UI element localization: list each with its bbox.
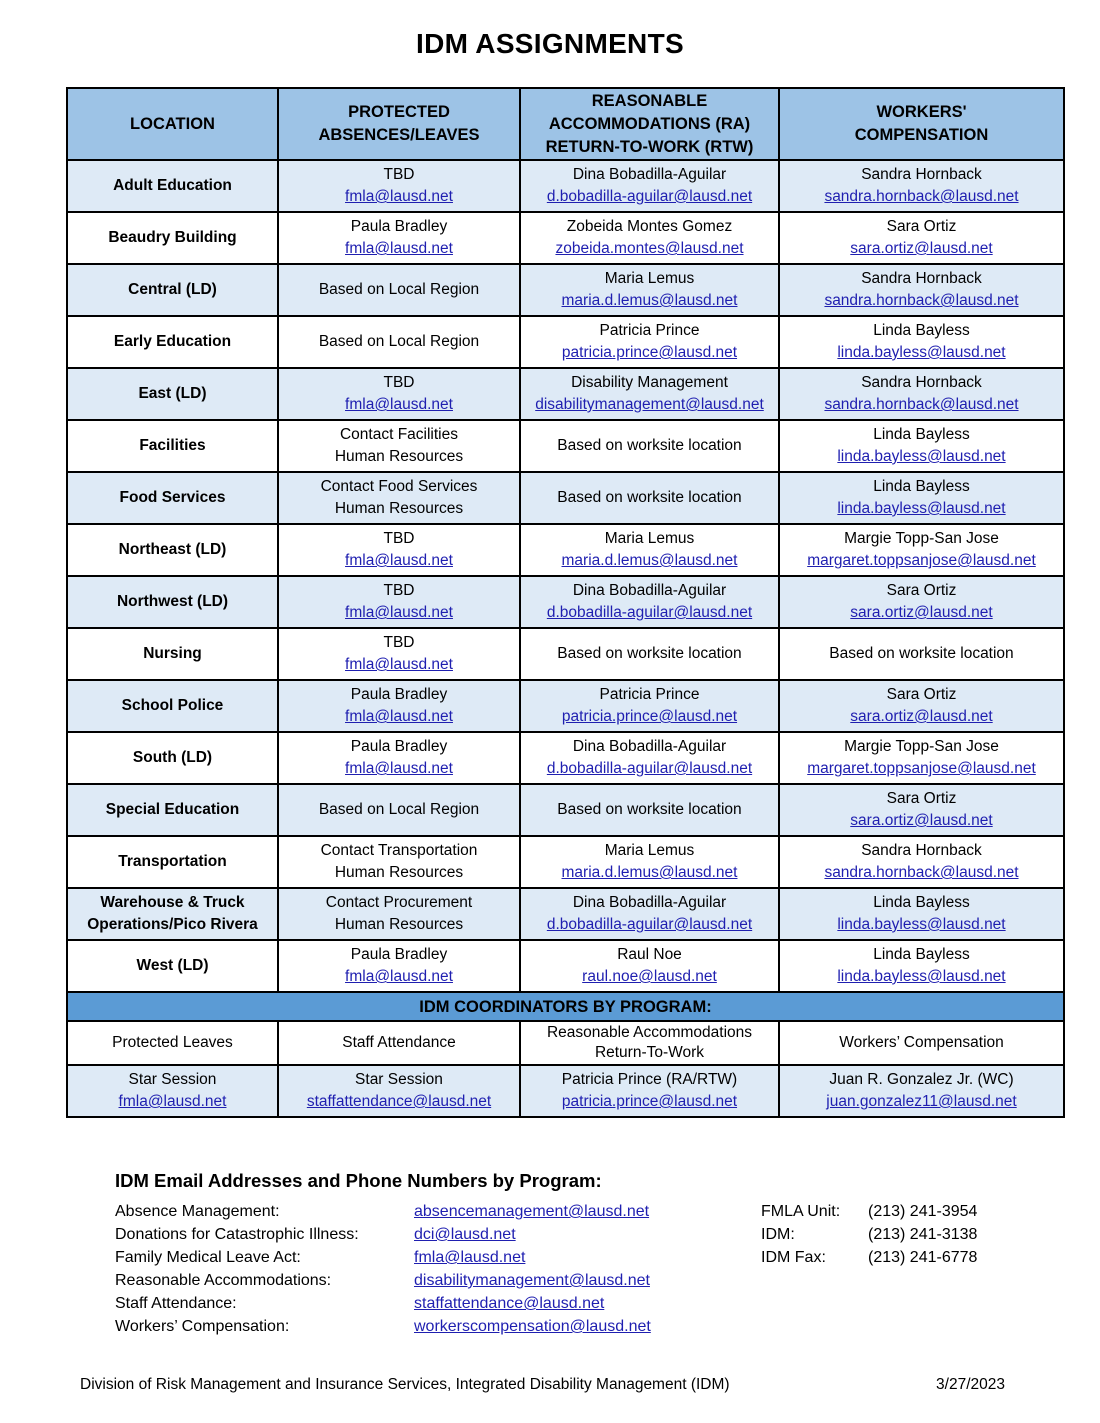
ra-cell [520,160,779,212]
protected-cell [278,576,520,628]
location-cell [67,472,278,524]
coordinators-header-row [67,992,1064,1021]
header-ra: REASONABLE ACCOMMODATIONS (RA) RETURN-TO-WORK (RTW) [520,88,779,160]
location-cell [67,420,278,472]
email-link[interactable]: d.bobadilla-aguilar@lausd.net [546,188,753,205]
cell-text: Human Resources [334,448,464,465]
cell-text: Linda Bayless [873,894,970,911]
email-link[interactable]: sandra.hornback@lausd.net [824,864,1019,881]
ra-cell [520,888,779,940]
cell-text: Human Resources [334,500,464,517]
phone-label: IDM: [761,1226,795,1243]
program-label: Family Medical Leave Act: [115,1249,301,1266]
location-cell [67,368,278,420]
wc-cell [779,420,1064,472]
table-row [67,680,1064,732]
table-row [67,368,1064,420]
ra-cell [520,576,779,628]
cell-text: Linda Bayless [873,426,970,443]
table-row [67,472,1064,524]
coordinator-cell: Patricia Prince (RA/RTW) patricia.prince@lausd.net [520,1065,779,1117]
email-link[interactable]: fmla@lausd.net [345,968,453,985]
protected-cell [278,160,520,212]
email-link[interactable]: linda.bayless@lausd.net [837,968,1006,985]
email-link[interactable]: disabilitymanagement@lausd.net [414,1272,650,1289]
cell-text: Based on worksite location [557,437,742,454]
cell-text: Sandra Hornback [861,166,982,183]
program-label: Donations for Catastrophic Illness: [115,1226,359,1243]
cell-text: Disability Management [571,374,728,391]
table-row [67,316,1064,368]
ra-cell [520,836,779,888]
cell-text: Sara Ortiz [886,218,957,235]
protected-cell [278,888,520,940]
location-cell [67,732,278,784]
email-link[interactable]: raul.noe@lausd.net [582,968,717,985]
email-link[interactable]: maria.d.lemus@lausd.net [561,552,738,569]
cell-text: Based on Local Region [318,801,480,818]
cell-text: Based on Local Region [318,333,480,350]
ra-cell [520,316,779,368]
email-link[interactable]: sara.ortiz@lausd.net [850,240,993,257]
email-link[interactable]: linda.bayless@lausd.net [837,344,1006,361]
cell-text: Adult Education [113,177,232,194]
cell-text: Margie Topp-San Jose [844,530,999,547]
location-cell [67,524,278,576]
wc-cell [779,368,1064,420]
ra-cell [520,264,779,316]
table-header-row [67,88,1064,160]
cell-text: Dina Bobadilla-Aguilar [572,166,727,183]
email-link[interactable]: sara.ortiz@lausd.net [850,812,993,829]
program-cell: Protected Leaves [67,1021,278,1065]
protected-cell [278,628,520,680]
cell-text: Maria Lemus [604,842,695,859]
table-row [67,836,1064,888]
cell-text: Patricia Prince [599,686,700,703]
wc-cell [779,212,1064,264]
program-email-row [115,1315,755,1338]
wc-cell [779,472,1064,524]
email-link[interactable]: fmla@lausd.net [345,396,453,413]
program-email-row [115,1200,755,1223]
program-email-row [115,1246,755,1269]
protected-cell [278,940,520,992]
phone-row [761,1200,1021,1223]
protected-cell [278,836,520,888]
email-link[interactable]: maria.d.lemus@lausd.net [561,292,738,309]
wc-cell [779,680,1064,732]
header-location: LOCATION [67,88,278,160]
cell-text: Human Resources [334,916,464,933]
cell-text: Sara Ortiz [886,686,957,703]
cell-text: Maria Lemus [604,270,695,287]
email-link[interactable]: d.bobadilla-aguilar@lausd.net [546,916,753,933]
ra-cell [520,732,779,784]
ra-cell [520,680,779,732]
email-link[interactable]: linda.bayless@lausd.net [837,500,1006,517]
email-link[interactable]: fmla@lausd.net [345,552,453,569]
header-protected: PROTECTED ABSENCES/LEAVES [278,88,520,160]
assignments-table [66,87,1065,1118]
email-link[interactable]: margaret.toppsanjose@lausd.net [807,552,1036,569]
email-link[interactable]: fmla@lausd.net [345,760,453,777]
email-link[interactable]: disabilitymanagement@lausd.net [535,396,764,413]
coordinator-cell: Star Session fmla@lausd.net [67,1065,278,1117]
program-email-list [115,1200,755,1338]
cell-text: South (LD) [132,749,213,766]
cell-text: Sandra Hornback [861,374,982,391]
cell-text: TBD [383,582,415,599]
protected-cell [278,368,520,420]
wc-cell [779,888,1064,940]
ra-cell [520,524,779,576]
location-cell [67,940,278,992]
cell-text: Nursing [143,645,202,662]
wc-cell [779,940,1064,992]
cell-text: Sandra Hornback [861,842,982,859]
email-link[interactable]: staffattendance@lausd.net [306,1093,492,1110]
location-cell [67,836,278,888]
cell-text: Based on Local Region [318,281,480,298]
program-cell: Staff Attendance [278,1021,520,1065]
cell-text: TBD [383,166,415,183]
phone-number: (213) 241-6778 [868,1249,978,1266]
cell-text: Transportation [118,853,227,870]
email-link[interactable]: fmla@lausd.net [345,604,453,621]
table-row [67,524,1064,576]
cell-text: Paula Bradley [350,738,448,755]
cell-text: Based on worksite location [557,489,742,506]
program-label: Workers’ Compensation: [115,1318,290,1335]
cell-text: Northeast (LD) [118,541,227,558]
email-link[interactable]: fmla@lausd.net [345,188,453,205]
cell-text: Margie Topp-San Jose [844,738,999,755]
email-link[interactable]: fmla@lausd.net [414,1249,526,1266]
program-email-row [115,1292,755,1315]
phone-number: (213) 241-3138 [868,1226,978,1243]
email-link[interactable]: staffattendance@lausd.net [414,1295,605,1312]
phone-row [761,1246,1021,1269]
phone-row [761,1223,1021,1246]
email-link[interactable]: patricia.prince@lausd.net [561,344,738,361]
wc-cell [779,628,1064,680]
cell-text: Linda Bayless [873,478,970,495]
program-label: Reasonable Accommodations: [115,1272,332,1289]
cell-text: Special Education [105,801,240,818]
coordinator-programs-row [67,1021,1064,1065]
email-link[interactable]: sandra.hornback@lausd.net [824,396,1019,413]
wc-cell [779,836,1064,888]
email-link[interactable]: patricia.prince@lausd.net [561,1093,738,1110]
wc-cell [779,316,1064,368]
location-cell [67,784,278,836]
cell-text: Contact Transportation [320,842,478,859]
cell-text: Contact Procurement [325,894,473,911]
protected-cell [278,732,520,784]
cell-text: Maria Lemus [604,530,695,547]
coordinators-header: IDM COORDINATORS BY PROGRAM: [67,992,1064,1021]
cell-text: Paula Bradley [350,946,448,963]
cell-text: TBD [383,634,415,651]
program-cell: Workers’ Compensation [779,1021,1064,1065]
cell-text: Based on worksite location [829,645,1014,662]
cell-text: Food Services [119,489,226,506]
cell-text: Human Resources [334,864,464,881]
program-label: Staff Attendance: [115,1295,237,1312]
table-row [67,732,1064,784]
protected-cell [278,420,520,472]
location-cell [67,576,278,628]
ra-cell [520,212,779,264]
cell-text: Dina Bobadilla-Aguilar [572,582,727,599]
email-link[interactable]: d.bobadilla-aguilar@lausd.net [546,604,753,621]
program-label: Absence Management: [115,1203,280,1220]
cell-text: TBD [383,530,415,547]
cell-text: Paula Bradley [350,218,448,235]
email-link[interactable]: fmla@lausd.net [118,1093,227,1110]
cell-text: Early Education [113,333,232,350]
cell-text: Linda Bayless [873,946,970,963]
protected-cell [278,212,520,264]
wc-cell [779,784,1064,836]
cell-text: Paula Bradley [350,686,448,703]
cell-text: Contact Facilities [339,426,458,443]
table-row [67,420,1064,472]
program-email-row [115,1269,755,1292]
email-link[interactable]: dci@lausd.net [414,1226,516,1243]
ra-cell [520,420,779,472]
cell-text: Northwest (LD) [116,593,229,610]
email-link[interactable]: d.bobadilla-aguilar@lausd.net [546,760,753,777]
cell-text: Based on worksite location [557,645,742,662]
cell-text: Sara Ortiz [886,790,957,807]
table-row [67,940,1064,992]
location-cell [67,316,278,368]
protected-cell [278,784,520,836]
email-link[interactable]: absencemanagement@lausd.net [414,1203,650,1220]
email-link[interactable]: fmla@lausd.net [345,656,453,673]
email-link[interactable]: patricia.prince@lausd.net [561,708,738,725]
protected-cell [278,316,520,368]
phone-label: FMLA Unit: [761,1203,841,1220]
cell-text: Raul Noe [617,946,682,963]
cell-text: School Police [121,697,224,714]
ra-cell [520,368,779,420]
email-link[interactable]: maria.d.lemus@lausd.net [561,864,738,881]
email-link[interactable]: sara.ortiz@lausd.net [850,604,993,621]
cell-text: Facilities [139,437,206,454]
coordinator-cell: Star Session staffattendance@lausd.net [278,1065,520,1117]
table-row [67,212,1064,264]
cell-text: Based on worksite location [557,801,742,818]
header-wc: WORKERS' COMPENSATION [779,88,1064,160]
cell-text: Warehouse & Truck [100,894,245,911]
wc-cell [779,524,1064,576]
cell-text: West (LD) [136,957,209,974]
cell-text: Central (LD) [128,281,217,298]
protected-cell [278,472,520,524]
phone-number: (213) 241-3954 [868,1203,978,1220]
cell-text: East (LD) [138,385,207,402]
cell-text: Beaudry Building [108,229,237,246]
protected-cell [278,264,520,316]
email-link[interactable]: linda.bayless@lausd.net [837,448,1006,465]
wc-cell [779,576,1064,628]
cell-text: Dina Bobadilla-Aguilar [572,738,727,755]
email-link[interactable]: juan.gonzalez11@lausd.net [826,1093,1017,1110]
table-row [67,264,1064,316]
cell-text: Sandra Hornback [861,270,982,287]
cell-text: Operations/Pico Rivera [87,916,258,933]
ra-cell [520,628,779,680]
cell-text: Zobeida Montes Gomez [566,218,733,235]
cell-text: Patricia Prince [599,322,700,339]
location-cell [67,628,278,680]
cell-text: TBD [383,374,415,391]
table-row [67,784,1064,836]
protected-cell [278,680,520,732]
email-link[interactable]: fmla@lausd.net [345,708,453,725]
email-link[interactable]: sandra.hornback@lausd.net [824,292,1019,309]
email-link[interactable]: fmla@lausd.net [345,240,453,257]
location-cell [67,888,278,940]
cell-text: Dina Bobadilla-Aguilar [572,894,727,911]
cell-text: Sara Ortiz [886,582,957,599]
protected-cell [278,524,520,576]
phone-list [761,1200,1021,1269]
program-cell: Reasonable Accommodations Return-To-Work [520,1021,779,1065]
location-cell [67,212,278,264]
footer-date: 3/27/2023 [936,1376,1005,1393]
location-cell [67,264,278,316]
coordinator-contacts-row [67,1065,1064,1117]
coordinator-cell: Juan R. Gonzalez Jr. (WC) juan.gonzalez11@lausd.net [779,1065,1064,1117]
table-row [67,888,1064,940]
table-row [67,160,1064,212]
ra-cell [520,940,779,992]
email-link[interactable]: zobeida.montes@lausd.net [555,240,744,257]
location-cell [67,680,278,732]
cell-text: Contact Food Services [320,478,478,495]
cell-text: Linda Bayless [873,322,970,339]
program-email-row [115,1223,755,1246]
table-row [67,576,1064,628]
email-link[interactable]: linda.bayless@lausd.net [837,916,1006,933]
wc-cell [779,264,1064,316]
footer-division: Division of Risk Management and Insurance Services, Integrated Disability Management (IDM) [80,1376,730,1393]
email-link[interactable]: sara.ortiz@lausd.net [850,708,993,725]
ra-cell [520,472,779,524]
email-phone-section [115,1170,1015,1335]
page-title: IDM ASSIGNMENTS [416,28,684,59]
table-row [67,628,1064,680]
phone-label: IDM Fax: [761,1249,826,1266]
email-link[interactable]: margaret.toppsanjose@lausd.net [807,760,1036,777]
email-section-heading: IDM Email Addresses and Phone Numbers by Program: [115,1170,602,1191]
email-link[interactable]: workerscompensation@lausd.net [414,1318,651,1335]
wc-cell [779,732,1064,784]
ra-cell [520,784,779,836]
email-link[interactable]: sandra.hornback@lausd.net [824,188,1019,205]
wc-cell [779,160,1064,212]
location-cell [67,160,278,212]
